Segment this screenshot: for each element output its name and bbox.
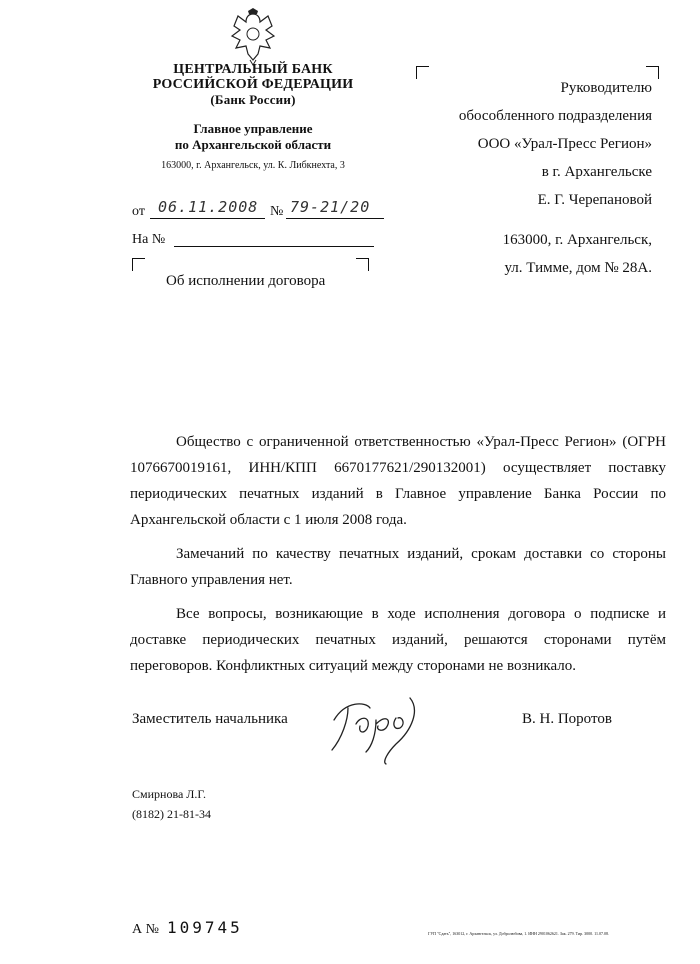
recipient-line5: Е. Г. Черепановой bbox=[537, 192, 652, 208]
number-label: № bbox=[270, 204, 284, 219]
form-serial bbox=[132, 918, 243, 938]
body-paragraph-3: Все вопросы, возникающие в ходе исполнения договора о подписке и доставке периодических печатных изданий, решаются сторонами путём переговоров. Конфликтных ситуаций между сторонами не возникало. bbox=[130, 606, 666, 674]
corner-mark-recipient-left bbox=[416, 66, 429, 79]
recipient-line2: обособленного подразделения bbox=[458, 108, 652, 124]
emblem-icon bbox=[228, 8, 278, 66]
signer-position: Заместитель начальника bbox=[132, 711, 288, 727]
branch-line2: по Архангельской области bbox=[174, 137, 332, 152]
letter-body bbox=[130, 429, 666, 687]
bank-name-line2: РОССИЙСКОЙ ФЕДЕРАЦИИ bbox=[152, 77, 354, 92]
from-label: от bbox=[132, 204, 145, 219]
corner-mark-top-left bbox=[132, 258, 145, 271]
recipient-line4: в г. Архангельске bbox=[541, 164, 652, 180]
executor-phone: (8182) 21-81-34 bbox=[132, 807, 211, 821]
letter-subject: Об исполнении договора bbox=[166, 273, 326, 289]
print-info: ГУП "Сдать", 163012, г. Архангельск, ул. Добролюбова, 1. ИНН 2901062621. Зак. 279. Тир. 3000. 11.07.08. bbox=[428, 931, 609, 936]
number-line bbox=[286, 218, 384, 219]
serial-number: 109745 bbox=[166, 918, 243, 937]
body-paragraph-2: Замечаний по качеству печатных изданий, срокам доставки со стороны Главного управления нет. bbox=[130, 546, 666, 588]
recipient-address-line2: ул. Тимме, дом № 28А. bbox=[504, 260, 652, 276]
letter-number: 79-21/20 bbox=[290, 198, 371, 216]
branch-name bbox=[118, 121, 388, 153]
serial-prefix: А № bbox=[132, 922, 159, 937]
date-line bbox=[150, 218, 265, 219]
body-paragraph-1: Общество с ограниченной ответственностью «Урал-Пресс Регион» (ОГРН 1076670019161, ИНН/КПП 6670177621/290132001) осуществляет поставку периодических печатных изданий в Главное управление Банка России по Архангельской области с 1 июля 2008 года. bbox=[130, 434, 666, 528]
bank-name-line3: (Банк России) bbox=[210, 92, 296, 107]
branch-line1: Главное управление bbox=[193, 121, 313, 136]
recipient-address bbox=[503, 226, 652, 282]
corner-mark-top-right bbox=[356, 258, 369, 271]
handwritten-signature bbox=[326, 690, 436, 770]
reply-label: На № bbox=[132, 232, 166, 247]
bank-name bbox=[118, 62, 388, 107]
recipient-address-line1: 163000, г. Архангельск, bbox=[502, 232, 652, 248]
recipient-line1: Руководителю bbox=[560, 80, 652, 96]
letter-date: 06.11.2008 bbox=[158, 198, 259, 216]
reply-line bbox=[174, 246, 374, 247]
executor-name: Смирнова Л.Г. bbox=[132, 787, 206, 801]
recipient-line3: ООО «Урал-Пресс Регион» bbox=[477, 136, 652, 152]
recipient-block bbox=[459, 74, 652, 214]
bank-name-line1: ЦЕНТРАЛЬНЫЙ БАНК bbox=[173, 62, 333, 77]
sender-address: 163000, г. Архангельск, ул. К. Либкнехта, 3 bbox=[161, 160, 345, 171]
signer-name: В. Н. Поротов bbox=[522, 711, 612, 727]
